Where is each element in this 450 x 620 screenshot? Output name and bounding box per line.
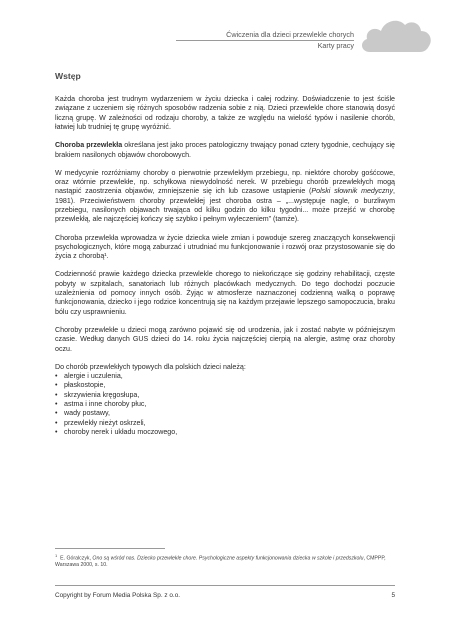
footnote-publisher: , CMPPP, Warszawa 2000, s. 10. bbox=[55, 555, 386, 569]
footer-rule bbox=[55, 585, 395, 586]
main-content bbox=[55, 71, 395, 437]
paragraph-consequences: Choroba przewlekła wprowadza w życie dziecka wiele zmian i powoduje szereg znaczących konsekwencji psychologicznych, które mogą zaburzać i utrudniać mu funkcjonowanie i rozwój oraz przystosowanie się do życia z chorobą¹. bbox=[55, 233, 395, 261]
definition-text: określana jest jako proces patologiczny trwający ponad cztery tygodnie, cechujący się brakiem nasilonych objawów chorobowych. bbox=[55, 141, 395, 159]
footnote-title: Ono są wśród nas. Dziecko przewlekle chore. Psychologiczne aspekty funkcjonowania dziecka w szkole i przedszkolu bbox=[92, 555, 364, 562]
paragraph-list-intro: Do chorób przewlekłych typowych dla polskich dzieci należą: bbox=[55, 362, 246, 371]
paragraph-medicine bbox=[55, 169, 395, 225]
footnote-rule bbox=[55, 548, 165, 549]
paragraph-definition bbox=[55, 141, 395, 160]
footnote-author: E. Góralczyk, bbox=[60, 555, 93, 562]
list-item: • skrzywienia kręgosłupa, bbox=[55, 391, 395, 400]
citation-title: Polski słownik medyczny bbox=[311, 187, 394, 196]
list-item: • choroby nerek i układu moczowego, bbox=[55, 428, 395, 437]
header-rule bbox=[176, 40, 354, 41]
paragraph-daily-life: Codzienność prawie każdego dziecka przewlekle chorego to niekończące się godziny rehabilitacji, częste pobyty w szpitalach, sanatoriach lub różnych placówkach medycznych. Do tego dochodzi poczucie uzależnienia od pomocy innych osób. Żyjąc w atmosferze naznaczonej codzienną walką o poprawę funkcjonowania, dziecko i jego rodzice koncentrują się na każdym przejawie lepszego samopoczucia, braku bólu czy usprawnieniu. bbox=[55, 270, 395, 316]
footnote-mark: 1 bbox=[55, 553, 58, 558]
footer-copyright: Copyright by Forum Media Polska Sp. z o.o. bbox=[55, 592, 181, 599]
medicine-text-a: W medycynie rozróżniamy choroby o pierwotnie przewlekłym przebiegu, np. niektóre choroby gośćcowe, oraz wtórnie przewlekłe, np. schyłkowa niewydolność nerek. W przebiegu chorób przewlekłych mogą nastąpić zaostrzenia objawów, zmniejszenie się ich lub czasowe ustąpienie ( bbox=[55, 168, 395, 196]
disease-list bbox=[55, 372, 395, 437]
list-item: • wady postawy, bbox=[55, 409, 395, 418]
list-item: • alergie i uczulenia, bbox=[55, 372, 395, 381]
list-item: • astma i inne choroby płuc, bbox=[55, 400, 395, 409]
list-item: • płaskostopie, bbox=[55, 381, 395, 390]
page-number: 5 bbox=[391, 592, 395, 599]
paragraph-intro: Każda choroba jest trudnym wydarzeniem w życiu dziecka i całej rodziny. Doświadczenie to jest ściśle związane z uczeniem się różnych sposobów radzenia sobie z nią. Dzieci przewlekle chore stanowią dosyć liczną grupę. W zależności od rodzaju choroby, a także ze względu na wielość typów i nasilenie chorób, łatwiej lub trudniej tę grupę wyróżnić. bbox=[55, 95, 395, 132]
section-title: Wstęp bbox=[55, 71, 81, 81]
medicine-text-b: , 1981). Przeciwieństwem choroby przewlekłej jest choroba ostra – „...występuje nagle, o burzliwym przebiegu, nasilonych objawach trwająca od kilku godzin do kilku tygodni... może przejść w chorobę przewlekłą, ale najczęściej kończy się szybko i pełnym wyleczeniem” (tamże). bbox=[55, 187, 395, 224]
term-chronic-disease: Choroba przewlekła bbox=[55, 141, 123, 150]
paragraph-statistics: Choroby przewlekłe u dzieci mogą zarówno pojawić się od urodzenia, jak i zostać nabyte w późniejszym czasie. Według danych GUS dzieci do 14. roku życia najczęściej cierpią na alergie, astmę oraz choroby oczu. bbox=[55, 325, 395, 353]
list-item: • przewlekły nieżyt oskrzeli, bbox=[55, 419, 395, 428]
footnote bbox=[55, 553, 395, 569]
header-series-title: Ćwiczenia dla dzieci przewlekle chorych bbox=[226, 30, 354, 39]
cloud-icon bbox=[358, 12, 434, 56]
page-header bbox=[0, 0, 450, 60]
header-subtitle: Karty pracy bbox=[317, 41, 354, 51]
